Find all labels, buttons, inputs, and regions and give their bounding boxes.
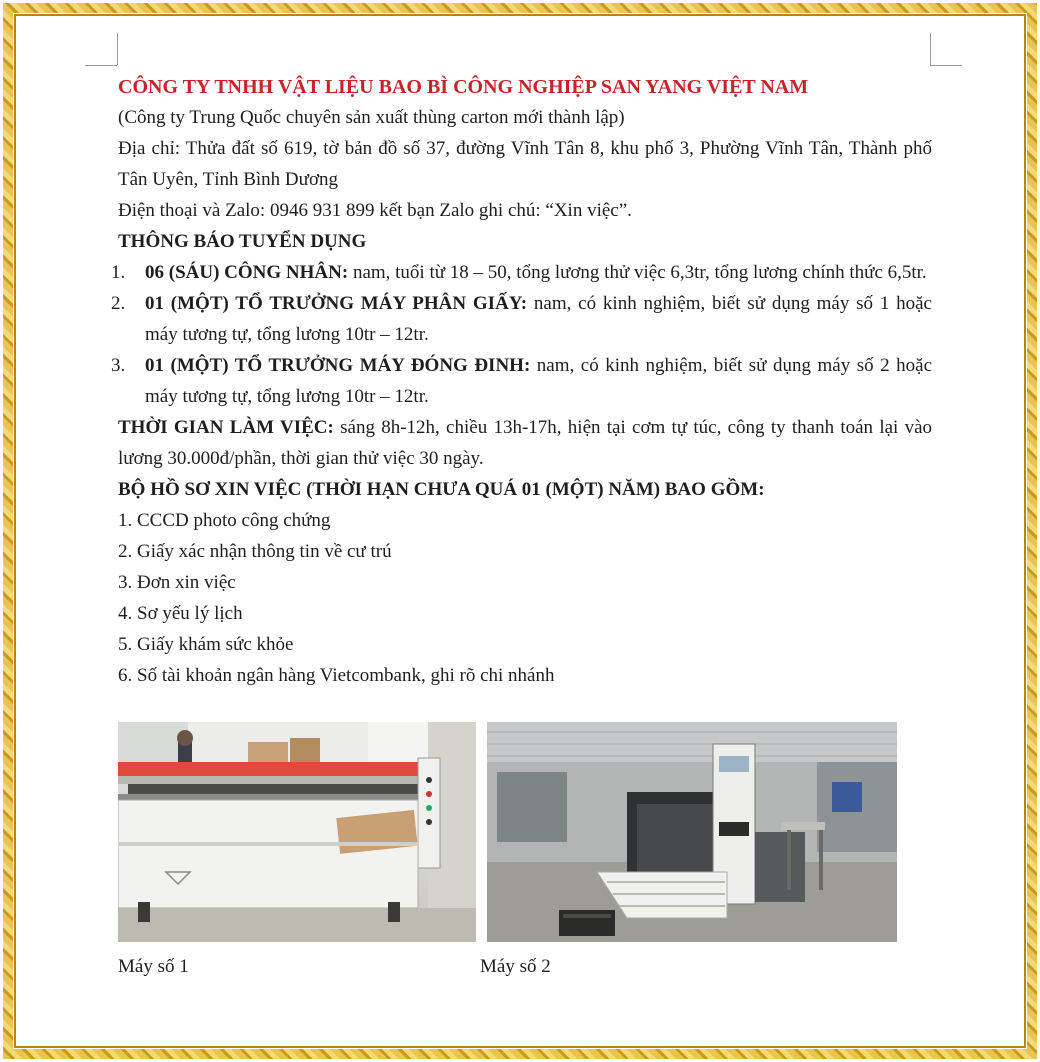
- job-notice-document: [111, 72, 933, 691]
- work-time-label: THỜI GIAN LÀM VIỆC:: [118, 417, 334, 438]
- job-number: 1.: [111, 262, 126, 283]
- notice-title: THÔNG BÁO TUYỂN DỤNG: [118, 231, 367, 252]
- job-description: nam, có kinh nghiệm, biết sử dụng máy số 1 hoặc máy tương tự, tổng lương 10tr – 12tr.: [145, 293, 932, 345]
- machine-2-illustration: [487, 722, 897, 942]
- document-item: 6. Số tài khoản ngân hàng Vietcombank, ghi rõ chi nhánh: [118, 665, 555, 686]
- job-description: nam, tuổi từ 18 – 50, tổng lương thử việc 6,3tr, tổng lương chính thức 6,5tr.: [348, 262, 927, 283]
- document-item: 2. Giấy xác nhận thông tin về cư trú: [118, 541, 392, 562]
- document-item: 5. Giấy khám sức khỏe: [118, 634, 294, 655]
- company-name: CÔNG TY TNHH VẬT LIỆU BAO BÌ CÔNG NGHIỆP SAN YANG VIỆT NAM: [118, 76, 809, 98]
- job-list: [111, 257, 932, 412]
- machine-1-illustration: [118, 722, 476, 942]
- job-title: 06 (SÁU) CÔNG NHÂN:: [145, 262, 349, 283]
- documents-list: [118, 505, 932, 691]
- work-time: [118, 412, 932, 474]
- paper-slitting-machine-photo: [118, 722, 476, 942]
- crop-mark-top-left: [117, 33, 118, 65]
- crop-mark-top-right: [930, 33, 931, 65]
- company-phone: Điện thoại và Zalo: 0946 931 899 kết bạn Zalo ghi chú: “Xin việc”.: [118, 200, 632, 221]
- job-title: 01 (MỘT) TỔ TRƯỞNG MÁY ĐÓNG ĐINH:: [145, 355, 531, 376]
- document-item: 3. Đơn xin việc: [118, 572, 236, 593]
- job-item: [111, 288, 932, 350]
- job-item: [111, 350, 932, 412]
- job-description: nam, có kinh nghiệm, biết sử dụng máy số 2 hoặc máy tương tự, tổng lương 10tr – 12tr.: [145, 355, 932, 407]
- stitching-machine-photo: [487, 722, 897, 942]
- company-address: Địa chỉ: Thửa đất số 619, tờ bản đồ số 37, đường Vĩnh Tân 8, khu phố 3, Phường Vĩnh Tân, Thành phố Tân Uyên, Tỉnh Bình Dương: [118, 138, 932, 190]
- document-item: 4. Sơ yếu lý lịch: [118, 603, 243, 624]
- photo-caption-2: Máy số 2: [480, 956, 551, 977]
- job-title: 01 (MỘT) TỔ TRƯỞNG MÁY PHÂN GIẤY:: [145, 293, 528, 314]
- crop-mark-top-right-h: [930, 65, 962, 66]
- work-time-text: sáng 8h-12h, chiều 13h-17h, hiện tại cơm tự túc, công ty thanh toán lại vào lương 30.000đ/phần, thời gian thử việc 30 ngày.: [118, 417, 933, 469]
- documents-title: BỘ HỒ SƠ XIN VIỆC (THỜI HẠN CHƯA QUÁ 01 (MỘT) NĂM) BAO GỒM:: [118, 479, 765, 500]
- job-number: 2.: [111, 293, 126, 314]
- crop-mark-top-left-h: [85, 65, 117, 66]
- photo-caption-1: Máy số 1: [118, 956, 189, 977]
- company-note: (Công ty Trung Quốc chuyên sản xuất thùng carton mới thành lập): [118, 107, 625, 128]
- job-number: 3.: [111, 355, 126, 376]
- job-item: [111, 257, 932, 288]
- document-item: 1. CCCD photo công chứng: [118, 510, 331, 531]
